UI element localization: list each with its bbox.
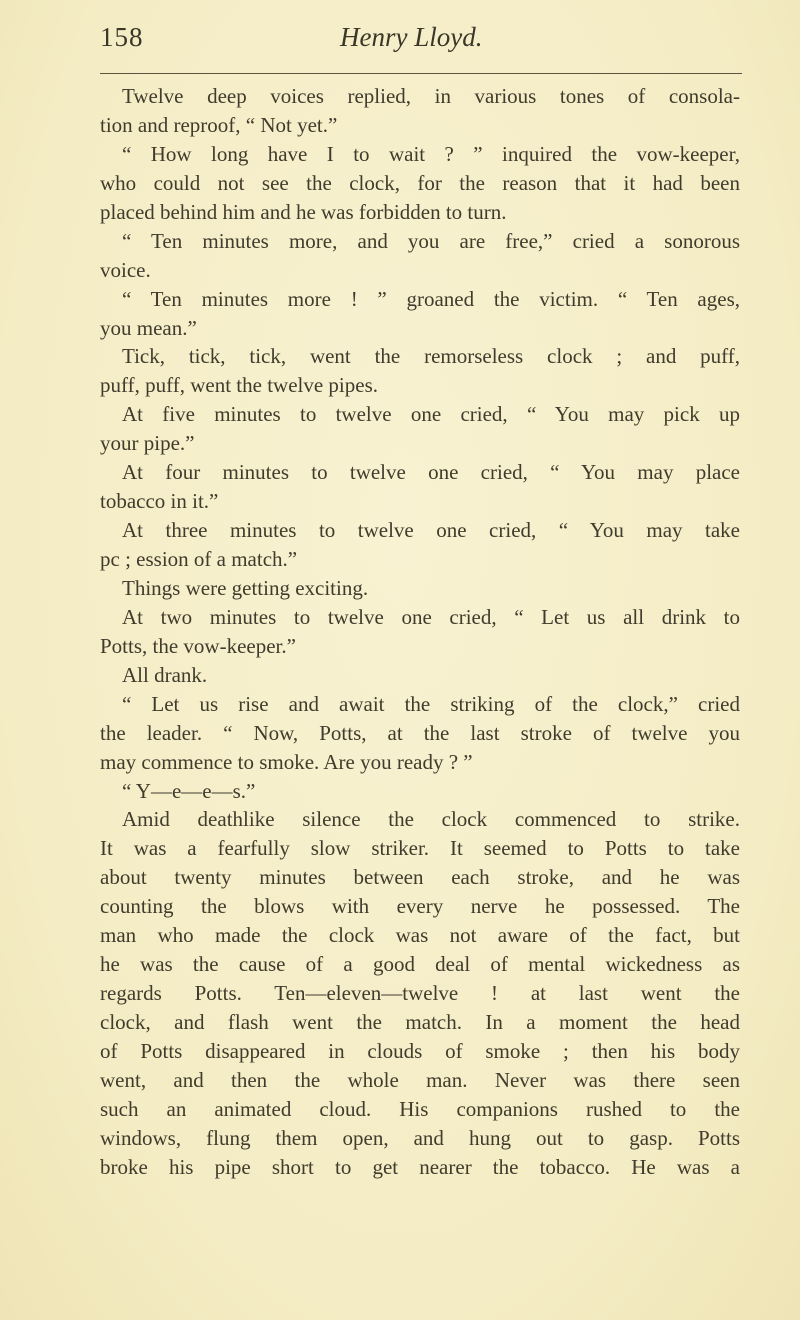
text-line: At five minutes to twelve one cried, “ You may pick up bbox=[122, 402, 740, 427]
running-title: Henry Lloyd. bbox=[340, 22, 483, 52]
text-line: man who made the clock was not aware of the fact, but bbox=[100, 923, 740, 948]
text-line: puff, puff, went the twelve pipes. bbox=[100, 373, 378, 398]
text-line: windows, flung them open, and hung out to gasp. Potts bbox=[100, 1125, 740, 1150]
text-line: At four minutes to twelve one cried, “ You may place bbox=[122, 460, 740, 485]
header-rule bbox=[100, 73, 742, 74]
text-line: the leader. “ Now, Potts, at the last stroke of twelve you bbox=[100, 720, 740, 745]
text-line: It was a fearfully slow striker. It seemed to Potts to take bbox=[100, 836, 740, 861]
text-line: Twelve deep voices replied, in various tones of consola- bbox=[122, 84, 740, 108]
text-line: pc ; ession of a match.” bbox=[100, 547, 298, 571]
text-line: such an animated cloud. His companions rushed to the bbox=[100, 1096, 740, 1121]
text-line: tion and reproof, “ Not yet.” bbox=[100, 112, 338, 137]
text-line: All drank. bbox=[122, 662, 208, 687]
text-line: tobacco in it.” bbox=[100, 489, 219, 514]
text-line: “ Ten minutes more ! ” groaned the victim. “ Ten ages, bbox=[122, 286, 740, 311]
text-line: may commence to smoke. Are you ready ? ” bbox=[100, 749, 473, 774]
text-line: you mean.” bbox=[100, 315, 197, 340]
body-text bbox=[100, 82, 740, 1182]
text-line: voice. bbox=[100, 257, 151, 282]
text-line: Things were getting exciting. bbox=[122, 575, 369, 600]
text-line: clock, and flash went the match. In a moment the head bbox=[100, 1010, 740, 1034]
text-line: “ Ten minutes more, and you are free,” cried a sonorous bbox=[122, 228, 740, 253]
text-line: placed behind him and he was forbidden to turn. bbox=[100, 199, 507, 224]
text-line: “ Y—e—e—s.” bbox=[122, 778, 256, 803]
text-line: At three minutes to twelve one cried, “ You may take bbox=[122, 518, 740, 543]
text-line: At two minutes to twelve one cried, “ Let us all drink to bbox=[122, 604, 740, 629]
text-line: Amid deathlike silence the clock commenced to strike. bbox=[122, 807, 740, 832]
text-line: Tick, tick, tick, went the remorseless clock ; and puff, bbox=[122, 344, 740, 369]
text-line: “ How long have I to wait ? ” inquired the vow-keeper, bbox=[122, 141, 740, 166]
text-line: went, and then the whole man. Never was there seen bbox=[100, 1067, 740, 1092]
page-number: 158 bbox=[100, 22, 144, 52]
text-line: regards Potts. Ten—eleven—twelve ! at last went the bbox=[100, 981, 740, 1006]
text-line: who could not see the clock, for the reason that it had been bbox=[100, 170, 740, 195]
text-line: Potts, the vow-keeper.” bbox=[100, 633, 296, 658]
text-line: “ Let us rise and await the striking of the clock,” cried bbox=[122, 691, 740, 716]
text-line: about twenty minutes between each stroke, and he was bbox=[100, 865, 740, 890]
text-line: counting the blows with every nerve he possessed. The bbox=[100, 894, 740, 919]
text-line: of Potts disappeared in clouds of smoke ; then his body bbox=[100, 1038, 740, 1063]
text-line: broke his pipe short to get nearer the tobacco. He was a bbox=[100, 1154, 740, 1179]
text-line: he was the cause of a good deal of mental wickedness as bbox=[100, 952, 740, 977]
page-header bbox=[100, 22, 740, 62]
text-line: your pipe.” bbox=[100, 431, 195, 456]
